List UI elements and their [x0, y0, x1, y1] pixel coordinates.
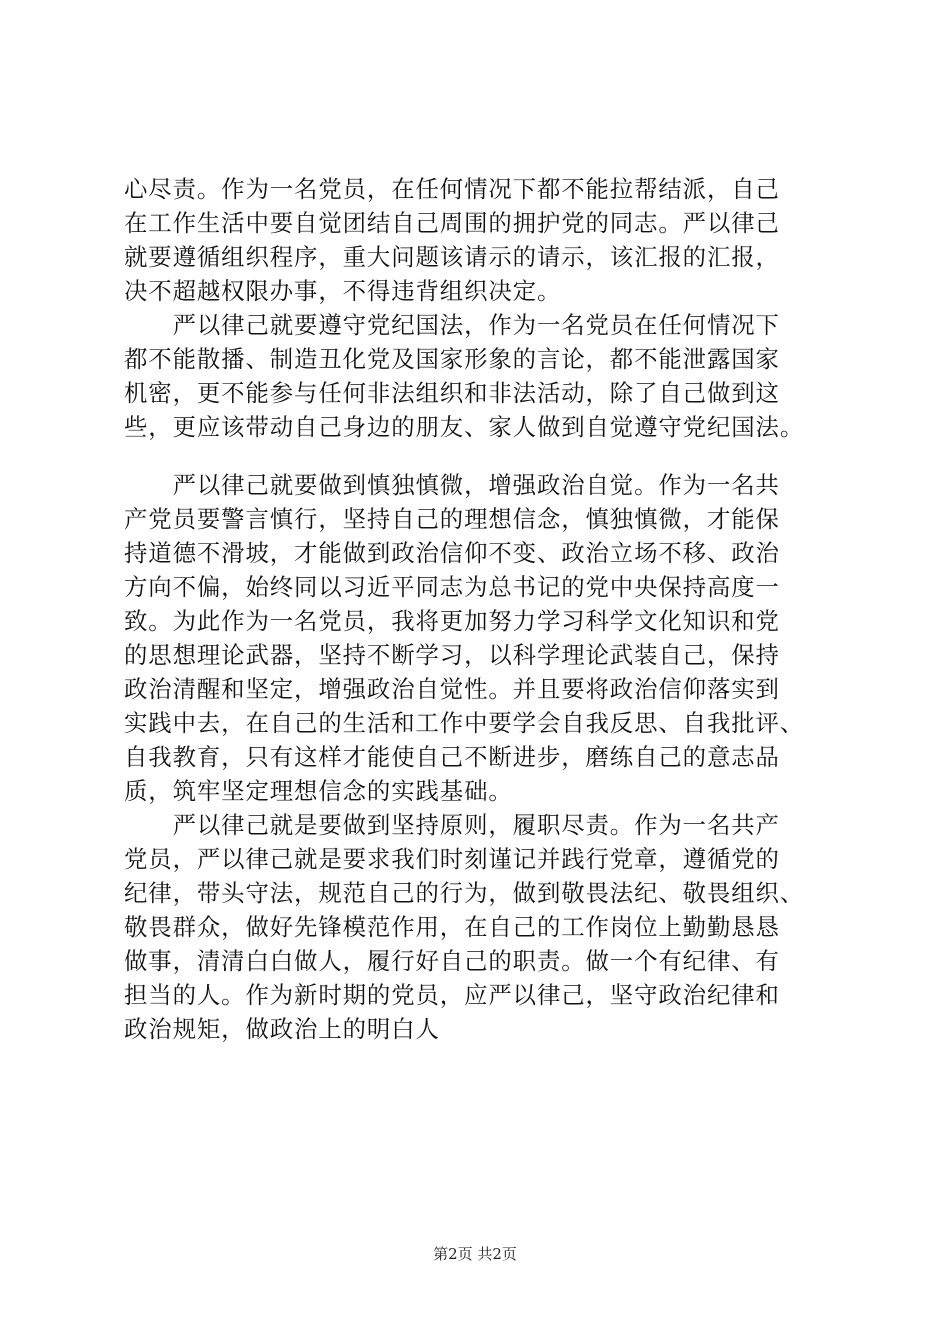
text-line: 致。为此作为一名党员，我将更加努力学习科学文化知识和党 [124, 607, 780, 635]
text-line: 些，更应该带动自己身边的朋友、家人做到自觉遵守党纪国法。 [124, 413, 805, 441]
text-line: 都不能散播、制造丑化党及国家形象的言论，都不能泄露国家 [124, 345, 780, 373]
text-line: 严以律己就是要做到坚持原则，履职尽责。作为一名共产 [124, 811, 780, 839]
text-line: 严以律己就要遵守党纪国法，作为一名党员在任何情况下 [124, 311, 780, 339]
text-line: 政治清醒和坚定，增强政治自觉性。并且要将政治信仰落实到 [124, 675, 780, 703]
text-line: 担当的人。作为新时期的党员，应严以律己，坚守政治纪律和 [124, 981, 780, 1009]
text-line: 方向不偏，始终同以习近平同志为总书记的党中央保持高度一 [124, 573, 780, 601]
text-line: 就要遵循组织程序，重大问题该请示的请示，该汇报的汇报， [124, 243, 780, 271]
text-line: 持道德不滑坡，才能做到政治信仰不变、政治立场不移、政治 [124, 539, 780, 567]
text-line: 党员，严以律己就是要求我们时刻谨记并践行党章，遵循党的 [124, 845, 780, 873]
paragraph-gap [124, 444, 844, 468]
page-number-footer: 第2页 共2页 [433, 1245, 517, 1263]
text-line: 政治规矩，做政治上的明白人 [124, 1015, 440, 1043]
text-line: 的思想理论武器，坚持不断学习，以科学理论武装自己，保持 [124, 641, 780, 669]
text-line: 严以律己就要做到慎独慎微，增强政治自觉。作为一名共 [124, 471, 780, 499]
text-line: 做事，清清白白做人，履行好自己的职责。做一个有纪律、有 [124, 947, 780, 975]
text-line: 质，筑牢坚定理想信念的实践基础。 [124, 777, 513, 805]
text-line: 在工作生活中要自觉团结自己周围的拥护党的同志。严以律己 [124, 209, 780, 237]
text-line: 产党员要警言慎行，坚持自己的理想信念，慎独慎微，才能保 [124, 505, 780, 533]
text-line: 敬畏群众，做好先锋模范作用，在自己的工作岗位上勤勤恳恳 [124, 913, 780, 941]
text-line: 心尽责。作为一名党员，在任何情况下都不能拉帮结派，自己 [124, 175, 780, 203]
body-text [124, 172, 844, 1046]
text-line: 决不超越权限办事，不得违背组织决定。 [124, 277, 562, 305]
text-line: 实践中去，在自己的生活和工作中要学会自我反思、自我批评、 [124, 709, 805, 737]
text-line: 自我教育，只有这样才能使自己不断进步，磨练自己的意志品 [124, 743, 780, 771]
text-line: 纪律，带头守法，规范自己的行为，做到敬畏法纪、敬畏组织、 [124, 879, 805, 907]
text-line: 机密，更不能参与任何非法组织和非法活动，除了自己做到这 [124, 379, 780, 407]
